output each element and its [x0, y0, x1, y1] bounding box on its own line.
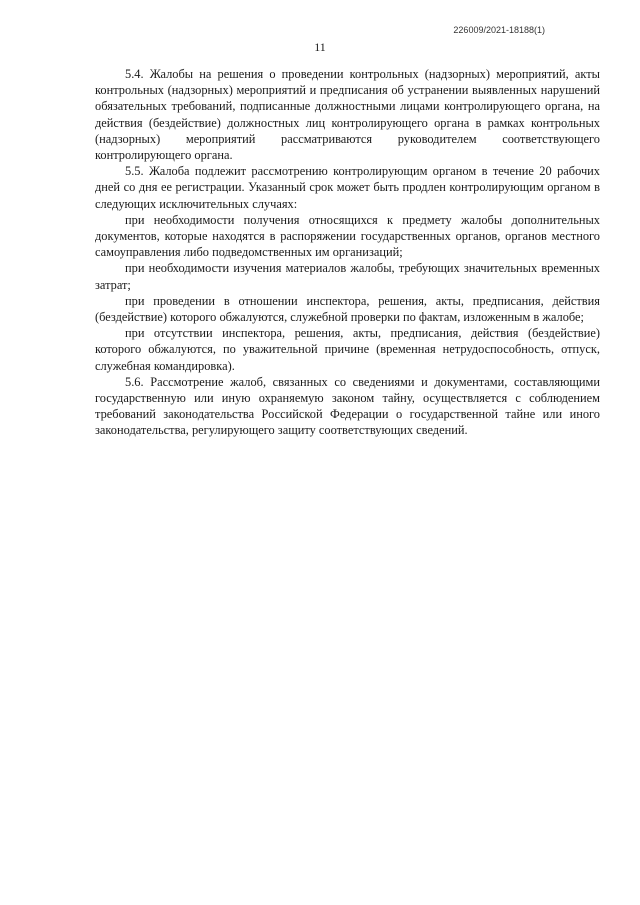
paragraph-case-inspector-absence: при отсутствии инспектора, решения, акты, предписания, действия (бездействие) которого обжалуются, по уважительной причине (временная нетрудоспособность, отпуск, служебная командировка).	[95, 326, 600, 373]
document-registration-number: 226009/2021-18188(1)	[453, 25, 545, 35]
document-body	[95, 66, 600, 439]
paragraph-5-5: 5.5. Жалоба подлежит рассмотрению контролирующим органом в течение 20 рабочих дней со дня ее регистрации. Указанный срок может быть продлен контролирующим органом в следующих исключительных случаях:	[95, 164, 600, 211]
paragraph-case-additional-documents: при необходимости получения относящихся к предмету жалобы дополнительных документов, которые находятся в распоряжении государственных органов, органов местного самоуправления либо подведомственных им организаций;	[95, 212, 600, 260]
paragraph-case-study-materials: при необходимости изучения материалов жалобы, требующих значительных временных затрат;	[95, 261, 600, 292]
page-number: 11	[314, 40, 326, 54]
paragraph-5-4: 5.4. Жалобы на решения о проведении контрольных (надзорных) мероприятий, акты контрольных (надзорных) мероприятий и предписания об устранении выявленных нарушений обязательных требований, подписанные должностными лицами контролирующего органа, на действия (бездействие) должностных лиц контролирующего органа в рамках контрольных (надзорных) мероприятий рассматриваются руководителем соответствующего контролирующего органа.	[95, 67, 600, 163]
paragraph-case-official-inspection: при проведении в отношении инспектора, решения, акты, предписания, действия (бездействие) которого обжалуются, служебной проверки по фактам, изложенным в жалобе;	[95, 293, 600, 325]
paragraph-5-6: 5.6. Рассмотрение жалоб, связанных со сведениями и документами, составляющими государственную или иную охраняемую законом тайну, осуществляется с соблюдением требований законодательства Российской Федерации о государственной тайне или иного законодательства, регулирующего защиту соответствующих сведений.	[95, 374, 600, 438]
